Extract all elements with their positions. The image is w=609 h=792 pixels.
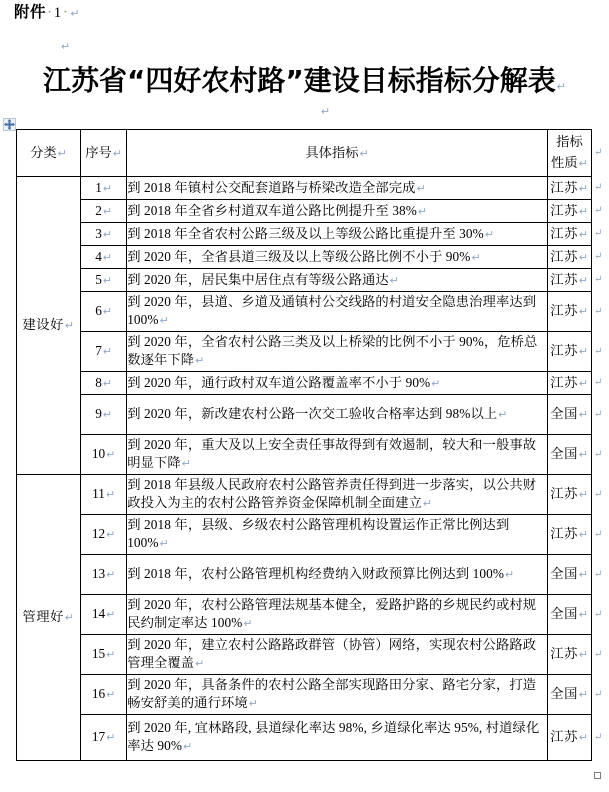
- indicator-nature-cell-text: 江苏: [550, 374, 578, 390]
- paragraph-mark-icon: ↵: [484, 228, 495, 241]
- indicator-cell-text: 到 2020 年，新改建农村公路一次交工验收合格率达到 98%以上: [127, 406, 498, 421]
- paragraph-mark-icon: ↵: [102, 306, 113, 318]
- row-number-cell: [81, 515, 127, 555]
- indicator-cell-text: 到 2020 年, 宜林路段, 县道绿化率达 98%, 乡道绿化率达 95%, 村道绿化率达 90%: [127, 720, 540, 753]
- column-header-category-label: 分类: [30, 144, 57, 160]
- indicator-nature-cell: [547, 715, 591, 761]
- page-title-text: 江苏省“四好农村路”建设目标指标分解表: [42, 64, 556, 97]
- row-number-cell: [81, 332, 127, 372]
- indicator-cell: [127, 515, 548, 555]
- indicator-nature-cell: [547, 515, 591, 555]
- indicator-nature-cell-text: 江苏: [550, 486, 578, 501]
- document-end-marker-icon: [594, 772, 601, 779]
- row-paragraph-mark-icon: ↵: [594, 305, 603, 317]
- paragraph-mark-icon: ↵: [106, 609, 116, 621]
- table-row: [17, 269, 592, 292]
- indicator-cell: [127, 715, 548, 761]
- paragraph-mark-icon: ↵: [578, 449, 589, 461]
- spacer-paragraph-mark-icon: ↵: [321, 106, 331, 118]
- paragraph-mark-icon: ↵: [181, 458, 192, 470]
- paragraph-mark-icon: ↵: [102, 228, 113, 241]
- row-number-cell-text: 11: [92, 486, 105, 501]
- row-number-cell: [81, 435, 127, 475]
- row-number-cell-text: 10: [91, 446, 106, 461]
- paragraph-mark-icon: ↵: [102, 274, 113, 287]
- indicator-cell: [127, 200, 548, 223]
- page-title: [0, 62, 609, 106]
- indicator-cell-text: 到 2020 年，全省县道三级及以上等级公路比例不小于 90%: [127, 248, 471, 264]
- row-paragraph-mark-icon: ↵: [594, 345, 603, 357]
- indicator-nature-cell: [547, 595, 591, 635]
- table-row: [17, 395, 592, 435]
- paragraph-mark-icon: ↵: [183, 741, 193, 753]
- paragraph-mark-icon: ↵: [105, 489, 116, 501]
- paragraph-mark-icon: ↵: [578, 274, 589, 287]
- row-paragraph-mark-icon: ↵: [594, 488, 603, 500]
- indicator-cell: [127, 246, 548, 269]
- row-paragraph-mark-icon: ↵: [594, 448, 603, 460]
- table-row: [17, 515, 592, 555]
- attachment-number: 1: [53, 5, 62, 21]
- indicator-nature-cell-text: 全国: [550, 566, 578, 581]
- indicator-nature-cell: [547, 635, 591, 675]
- paragraph-mark-icon: ↵: [578, 306, 589, 318]
- row-paragraph-mark-icon: ↵: [594, 608, 603, 620]
- indicator-nature-cell-text: 江苏: [550, 303, 578, 318]
- table-row: [17, 246, 592, 269]
- category-cell: [17, 475, 81, 761]
- attachment-label: 附件: [14, 4, 47, 21]
- paragraph-mark-icon: ↵: [248, 698, 259, 710]
- row-paragraph-mark-icon: ↵: [594, 648, 603, 660]
- indicator-nature-cell-text: 江苏: [550, 179, 578, 195]
- indicator-nature-cell: [547, 372, 591, 395]
- row-number-cell-text: 12: [91, 526, 106, 541]
- row-paragraph-mark-icon: ↵: [594, 147, 603, 158]
- table-row: [17, 200, 592, 223]
- indicator-nature-cell: [547, 332, 591, 372]
- row-number-cell-text: 6: [95, 303, 102, 318]
- row-paragraph-mark-icon: ↵: [594, 408, 603, 420]
- paragraph-mark-icon: ↵: [578, 529, 589, 541]
- row-number-cell-text: 14: [91, 606, 106, 621]
- indicator-cell-text: 到 2018 年，农村公路管理机构经费纳入财政预算比例达到 100%: [127, 566, 505, 581]
- paragraph-mark-icon: ↵: [471, 251, 481, 264]
- paragraph-mark-icon: ↵: [243, 618, 253, 630]
- paragraph-mark-icon: ↵: [578, 205, 589, 218]
- indicator-nature-cell: [547, 292, 591, 332]
- row-paragraph-mark-icon: ↵: [594, 528, 603, 540]
- table-move-handle-icon[interactable]: [3, 118, 16, 131]
- column-header-nature: [547, 130, 591, 177]
- paragraph-mark-icon: ↵: [359, 147, 369, 160]
- indicator-nature-cell-text: 江苏: [550, 729, 578, 744]
- indicator-nature-cell: [547, 200, 591, 223]
- paragraph-mark-icon: ↵: [159, 538, 169, 550]
- table-row: [17, 595, 592, 635]
- paragraph-mark-icon: ↵: [578, 569, 589, 581]
- indicator-nature-cell: [547, 395, 591, 435]
- category-cell: [17, 177, 81, 475]
- row-number-cell-text: 13: [91, 566, 106, 581]
- paragraph-mark-icon: ↵: [64, 612, 75, 624]
- indicator-cell-text: 到 2018 年全省乡村道双车道公路比例提升至 38%: [127, 202, 417, 218]
- paragraph-mark-icon: ↵: [578, 346, 589, 358]
- paragraph-mark-icon: ↵: [106, 649, 116, 661]
- table-row: [17, 435, 592, 475]
- table-header-row: [17, 130, 592, 177]
- indicator-nature-cell-text: 全国: [550, 606, 578, 621]
- paragraph-mark-icon: ↵: [389, 274, 400, 287]
- row-number-cell-text: 17: [91, 729, 106, 744]
- paragraph-mark-icon: ↵: [498, 409, 508, 421]
- paragraph-mark-icon: ↵: [70, 8, 81, 20]
- indicator-cell: [127, 332, 548, 372]
- indicator-cell: [127, 555, 548, 595]
- indicator-cell: [127, 292, 548, 332]
- paragraph-mark-icon: ↵: [112, 147, 123, 160]
- row-number-cell-text: 16: [91, 686, 106, 701]
- row-paragraph-mark-icon: ↵: [594, 251, 603, 262]
- indicator-cell: [127, 269, 548, 292]
- row-number-cell: [81, 372, 127, 395]
- indicator-nature-cell: [547, 475, 591, 515]
- paragraph-mark-icon: ↵: [578, 489, 589, 501]
- column-header-number-label: 序号: [85, 144, 112, 160]
- row-number-cell: [81, 675, 127, 715]
- paragraph-mark-icon: ↵: [195, 355, 205, 367]
- row-number-cell: [81, 269, 127, 292]
- indicator-cell-text: 到 2020 年，重大及以上安全责任事故得到有效遏制，较大和一般事故明显下降: [127, 437, 537, 470]
- indicator-nature-cell-text: 江苏: [550, 526, 578, 541]
- indicator-cell: [127, 635, 548, 675]
- indicator-cell: [127, 675, 548, 715]
- indicator-cell-text: 到 2020 年，建立农村公路路政群管（协管）网络，实现农村公路路政管理全覆盖: [127, 637, 537, 670]
- indicator-cell: [127, 475, 548, 515]
- indicator-cell: [127, 395, 548, 435]
- table-row: [17, 177, 592, 200]
- row-number-cell-text: 7: [95, 343, 102, 358]
- indicator-table-container: [16, 129, 592, 761]
- indicator-nature-cell-text: 全国: [550, 686, 578, 701]
- row-number-cell: [81, 475, 127, 515]
- indicator-cell: [127, 435, 548, 475]
- paragraph-mark-icon: ↵: [431, 377, 441, 390]
- blank-paragraph-mark-icon: ↵: [61, 41, 71, 53]
- table-body: [17, 177, 592, 761]
- title-paragraph-mark-icon: ↵: [556, 81, 567, 93]
- row-number-cell-text: 5: [95, 271, 102, 287]
- row-paragraph-mark-icon: ↵: [594, 568, 603, 580]
- indicator-cell-text: 到 2020 年，农村公路管理法规基本健全，爱路护路的乡规民约或村规民约制定率达 100%: [127, 597, 537, 630]
- indicator-cell-text: 到 2020 年，全省农村公路三类及以上桥梁的比例不小于 90%，危桥总数逐年下降: [127, 334, 538, 367]
- table-row: [17, 555, 592, 595]
- paragraph-mark-icon: ↵: [102, 409, 113, 421]
- indicator-cell: [127, 372, 548, 395]
- indicator-nature-cell-text: 江苏: [550, 271, 578, 287]
- row-number-cell: [81, 200, 127, 223]
- indicator-cell-text: 到 2020 年，居民集中居住点有等级公路通达: [127, 271, 389, 287]
- indicator-cell: [127, 177, 548, 200]
- paragraph-mark-icon: ↵: [57, 147, 67, 160]
- paragraph-mark-icon: ↵: [106, 529, 116, 541]
- table-header: [17, 130, 592, 177]
- paragraph-mark-icon: ↵: [106, 732, 116, 744]
- column-header-indicator: [127, 130, 548, 177]
- paragraph-mark-icon: ↵: [578, 182, 589, 195]
- paragraph-mark-icon: ↵: [422, 498, 433, 510]
- indicator-nature-cell-text: 全国: [550, 406, 578, 421]
- table-row: [17, 475, 592, 515]
- row-number-cell-text: 15: [91, 646, 106, 661]
- paragraph-mark-icon: ↵: [102, 251, 113, 264]
- row-number-cell: [81, 246, 127, 269]
- row-number-cell-text: 8: [95, 374, 102, 390]
- indicator-cell: [127, 595, 548, 635]
- paragraph-mark-icon: ↵: [417, 205, 428, 218]
- paragraph-mark-icon: ↵: [102, 205, 113, 218]
- column-header-category: [17, 130, 81, 177]
- row-number-cell: [81, 635, 127, 675]
- indicator-cell-text: 到 2020 年，通行政村双车道公路覆盖率不小于 90%: [127, 374, 431, 390]
- indicator-nature-cell: [547, 435, 591, 475]
- indicator-cell: [127, 223, 548, 246]
- row-paragraph-mark-icon: ↵: [594, 274, 603, 285]
- indicator-cell-text: 到 2020 年，具备条件的农村公路全部实现路田分家、路宅分家，打造畅安舒美的通行环境: [127, 677, 537, 710]
- column-header-nature-line1: 指标: [556, 134, 583, 149]
- row-number-cell: [81, 595, 127, 635]
- indicator-nature-cell-text: 江苏: [550, 202, 578, 218]
- indicator-nature-cell-text: 江苏: [550, 646, 578, 661]
- row-number-cell-text: 2: [95, 202, 102, 218]
- row-paragraph-mark-icon: ↵: [594, 228, 603, 239]
- indicator-cell-text: 到 2018 年县级人民政府农村公路管养责任得到进一步落实，以公共财政投入为主的农村公路管养资金保障机制全面建立: [127, 477, 537, 510]
- paragraph-mark-icon: ↵: [578, 228, 589, 241]
- indicator-nature-cell-text: 江苏: [550, 225, 578, 241]
- attachment-dot-separator: ·: [47, 4, 53, 21]
- table-row: [17, 372, 592, 395]
- paragraph-mark-icon: ↵: [106, 689, 116, 701]
- column-header-indicator-label: 具体指标: [305, 144, 359, 160]
- row-paragraph-mark-icon: ↵: [594, 731, 603, 743]
- paragraph-mark-icon: ↵: [102, 377, 113, 390]
- paragraph-mark-icon: ↵: [578, 251, 589, 264]
- table-row: [17, 675, 592, 715]
- row-number-cell: [81, 292, 127, 332]
- indicator-cell-text: 到 2018 年，县级、乡级农村公路管理机构设置运作正常比例达到 100%: [127, 517, 510, 550]
- table-row: [17, 223, 592, 246]
- row-number-cell: [81, 223, 127, 246]
- indicator-cell-text: 到 2018 年镇村公交配套道路与桥梁改造全部完成: [127, 179, 416, 195]
- paragraph-mark-icon: ↵: [106, 569, 116, 581]
- indicator-nature-cell: [547, 246, 591, 269]
- paragraph-mark-icon: ↵: [505, 569, 515, 581]
- row-number-cell: [81, 715, 127, 761]
- paragraph-mark-icon: ↵: [578, 409, 589, 421]
- indicator-cell-text: 到 2020 年，县道、乡道及通镇村公交线路的村道安全隐患治理率达到 100%: [127, 294, 537, 327]
- table-row: [17, 332, 592, 372]
- indicator-nature-cell-text: 江苏: [550, 343, 578, 358]
- indicator-nature-cell: [547, 675, 591, 715]
- paragraph-mark-icon: ↵: [578, 609, 589, 621]
- indicator-nature-cell-text: 江苏: [550, 248, 578, 264]
- paragraph-mark-icon: ↵: [578, 689, 589, 701]
- indicator-table: [16, 129, 592, 761]
- row-number-cell: [81, 395, 127, 435]
- paragraph-mark-icon: ↵: [578, 732, 589, 744]
- row-paragraph-mark-icon: ↵: [594, 688, 603, 700]
- paragraph-mark-icon: ↵: [159, 315, 169, 327]
- paragraph-mark-icon: ↵: [106, 449, 116, 461]
- paragraph-mark-icon: ↵: [64, 320, 75, 332]
- row-number-cell: [81, 177, 127, 200]
- column-header-nature-line2: 性质: [551, 155, 578, 170]
- indicator-nature-cell: [547, 223, 591, 246]
- table-row: [17, 292, 592, 332]
- paragraph-mark-icon: ↵: [195, 658, 205, 670]
- row-number-cell-text: 1: [95, 179, 102, 195]
- category-label: 管理好: [22, 609, 64, 624]
- indicator-nature-cell: [547, 177, 591, 200]
- paragraph-mark-icon: ↵: [416, 182, 426, 195]
- paragraph-mark-icon: ↵: [578, 377, 589, 390]
- attachment-dot-separator-2: ·: [62, 4, 69, 21]
- paragraph-mark-icon: ↵: [102, 346, 113, 358]
- paragraph-mark-icon: ↵: [578, 158, 588, 170]
- indicator-cell-text: 到 2018 年全省农村公路三级及以上等级公路比重提升至 30%: [127, 225, 484, 241]
- attachment-header: [14, 3, 80, 24]
- row-paragraph-mark-icon: ↵: [594, 182, 603, 193]
- category-label: 建设好: [22, 317, 64, 332]
- row-number-cell: [81, 555, 127, 595]
- indicator-nature-cell-text: 全国: [550, 446, 578, 461]
- row-number-cell-text: 9: [95, 406, 102, 421]
- table-row: [17, 715, 592, 761]
- column-header-number: [81, 130, 127, 177]
- paragraph-mark-icon: ↵: [578, 649, 589, 661]
- paragraph-mark-icon: ↵: [102, 182, 113, 195]
- row-paragraph-mark-icon: ↵: [594, 205, 603, 216]
- table-row: [17, 635, 592, 675]
- row-number-cell-text: 4: [95, 248, 102, 264]
- row-number-cell-text: 3: [95, 225, 102, 241]
- indicator-nature-cell: [547, 269, 591, 292]
- row-paragraph-mark-icon: ↵: [594, 377, 603, 388]
- indicator-nature-cell: [547, 555, 591, 595]
